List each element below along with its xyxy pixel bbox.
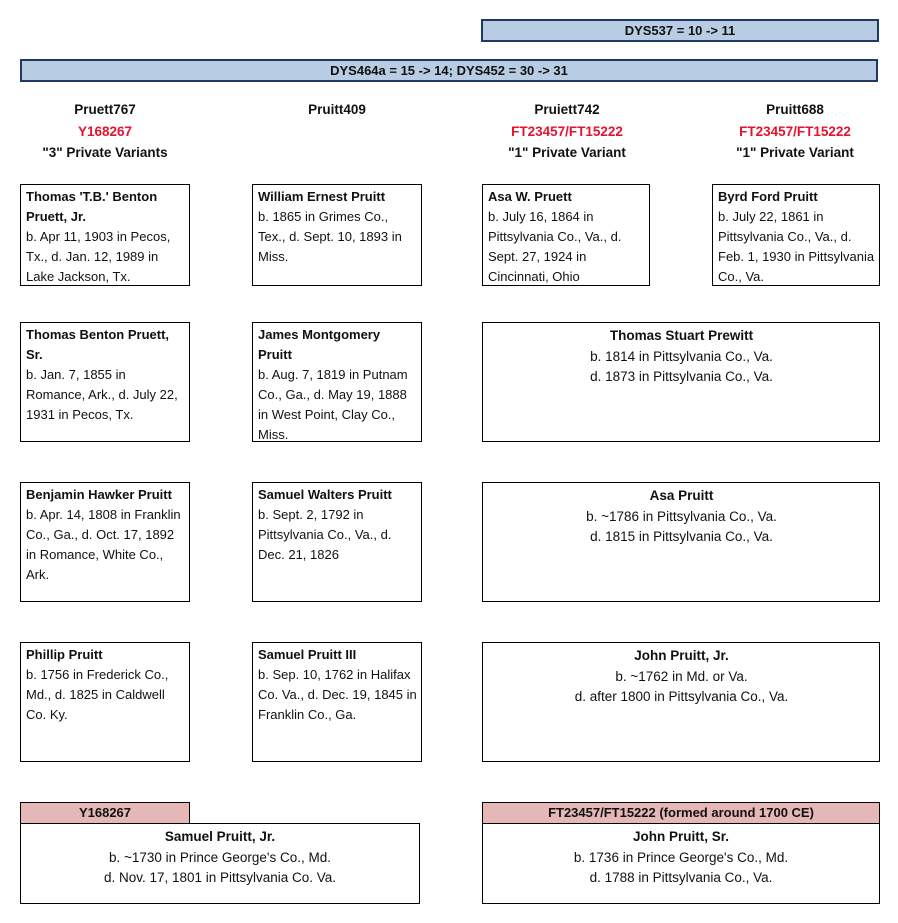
death-line: d. after 1800 in Pittsylvania Co., Va. xyxy=(574,689,789,704)
person-details: b. 1865 in Grimes Co., Tex., d. Sept. 10, 1893 in Miss. xyxy=(258,209,402,264)
clade-label-y168267: Y168267 xyxy=(20,802,190,824)
birth-line: b. 1814 in Pittsylvania Co., Va. xyxy=(590,348,773,364)
person-box-john-pruitt-jr xyxy=(482,642,880,762)
person-details: b. Sept. 2, 1792 in Pittsylvania Co., Va., d. Dec. 21, 1826 xyxy=(258,507,392,562)
person-name: Byrd Ford Pruitt xyxy=(718,189,818,204)
kit-name: Pruett767 xyxy=(74,102,136,117)
death-line: d. 1873 in Pittsylvania Co., Va. xyxy=(590,369,773,384)
person-details: b. Apr. 14, 1808 in Franklin Co., Ga., d. Oct. 17, 1892 in Romance, White Co., Ark. xyxy=(26,507,181,582)
haplogroup-label: FT23457/FT15222 xyxy=(739,123,851,139)
person-box-william-ernest-pruitt xyxy=(252,184,422,286)
column-header-pruiett742 xyxy=(482,99,652,164)
clade-label-ft23457-ft15222: FT23457/FT15222 (formed around 1700 CE) xyxy=(482,802,880,824)
person-name: Samuel Walters Pruitt xyxy=(258,487,392,502)
haplogroup-label: Y168267 xyxy=(77,123,133,139)
birth-line: b. ~1762 in Md. or Va. xyxy=(615,668,748,684)
column-header-pruitt688 xyxy=(710,99,880,164)
banner-dys464-dys452-mutation: DYS464a = 15 -> 14; DYS452 = 30 -> 31 xyxy=(20,59,878,82)
person-details: b. Jan. 7, 1855 in Romance, Ark., d. July 22, 1931 in Pecos, Tx. xyxy=(26,367,178,422)
private-variants-label: "1" Private Variant xyxy=(508,145,626,160)
person-name: John Pruitt, Jr. xyxy=(634,648,729,663)
private-variants-label: "1" Private Variant xyxy=(736,145,854,160)
person-box-thomas-benton-pruett-sr xyxy=(20,322,190,442)
person-name: William Ernest Pruitt xyxy=(258,189,386,204)
private-variants-label: "3" Private Variants xyxy=(42,145,168,160)
person-details: b. July 22, 1861 in Pittsylvania Co., Va., d. Feb. 1, 1930 in Pittsylvania Co., Va. xyxy=(718,209,875,284)
person-name: John Pruitt, Sr. xyxy=(632,829,729,844)
kit-name: Pruiett742 xyxy=(534,102,600,117)
person-name: Thomas Benton Pruett, Sr. xyxy=(26,327,170,362)
founder-box-john-pruitt-sr xyxy=(482,823,880,904)
person-name: James Montgomery Pruitt xyxy=(258,327,381,362)
haplogroup-label: FT23457/FT15222 xyxy=(511,123,623,139)
person-name: Thomas 'T.B.' Benton Pruett, Jr. xyxy=(26,189,158,224)
banner-dys537-mutation: DYS537 = 10 -> 11 xyxy=(481,19,879,42)
person-name: Benjamin Hawker Pruitt xyxy=(26,487,172,502)
column-header-pruett767 xyxy=(20,99,190,164)
person-box-phillip-pruitt xyxy=(20,642,190,762)
person-details: b. Aug. 7, 1819 in Putnam Co., Ga., d. May 19, 1888 in West Point, Clay Co., Miss. xyxy=(258,367,408,442)
column-header-pruitt409 xyxy=(252,99,422,121)
person-box-samuel-walters-pruitt xyxy=(252,482,422,602)
person-name: Phillip Pruitt xyxy=(26,647,103,662)
person-box-thomas-stuart-prewitt xyxy=(482,322,880,442)
person-box-asa-w-pruett xyxy=(482,184,650,286)
person-box-byrd-ford-pruitt xyxy=(712,184,880,286)
person-details: b. Sep. 10, 1762 in Halifax Co. Va., d. Dec. 19, 1845 in Franklin Co., Ga. xyxy=(258,667,417,722)
person-name: Thomas Stuart Prewitt xyxy=(609,328,754,343)
person-name: Asa Pruitt xyxy=(649,488,714,503)
death-line: d. 1788 in Pittsylvania Co., Va. xyxy=(589,870,773,885)
person-box-samuel-pruitt-iii xyxy=(252,642,422,762)
kit-name: Pruitt409 xyxy=(308,102,366,117)
birth-line: b. ~1730 in Prince George's Co., Md. xyxy=(108,849,332,865)
person-name: Samuel Pruitt III xyxy=(258,647,357,662)
person-details: b. July 16, 1864 in Pittsylvania Co., Va., d. Sept. 27, 1924 in Cincinnati, Ohio xyxy=(488,209,622,284)
person-box-james-montgomery-pruitt xyxy=(252,322,422,442)
founder-box-samuel-pruitt-jr xyxy=(20,823,420,904)
kit-name: Pruitt688 xyxy=(766,102,824,117)
birth-line: b. ~1786 in Pittsylvania Co., Va. xyxy=(586,508,777,524)
person-name: Asa W. Pruett xyxy=(488,189,572,204)
person-box-asa-pruitt xyxy=(482,482,880,602)
person-box-thomas-tb-benton-pruett-jr xyxy=(20,184,190,286)
person-name: Samuel Pruitt, Jr. xyxy=(164,829,276,844)
person-details: b. Apr 11, 1903 in Pecos, Tx., d. Jan. 12, 1989 in Lake Jackson, Tx. xyxy=(26,229,171,284)
person-details: b. 1756 in Frederick Co., Md., d. 1825 in Caldwell Co. Ky. xyxy=(26,667,169,722)
person-box-benjamin-hawker-pruitt xyxy=(20,482,190,602)
death-line: d. 1815 in Pittsylvania Co., Va. xyxy=(590,529,773,544)
death-line: d. Nov. 17, 1801 in Pittsylvania Co. Va. xyxy=(103,870,337,885)
birth-line: b. 1736 in Prince George's Co., Md. xyxy=(573,849,789,865)
